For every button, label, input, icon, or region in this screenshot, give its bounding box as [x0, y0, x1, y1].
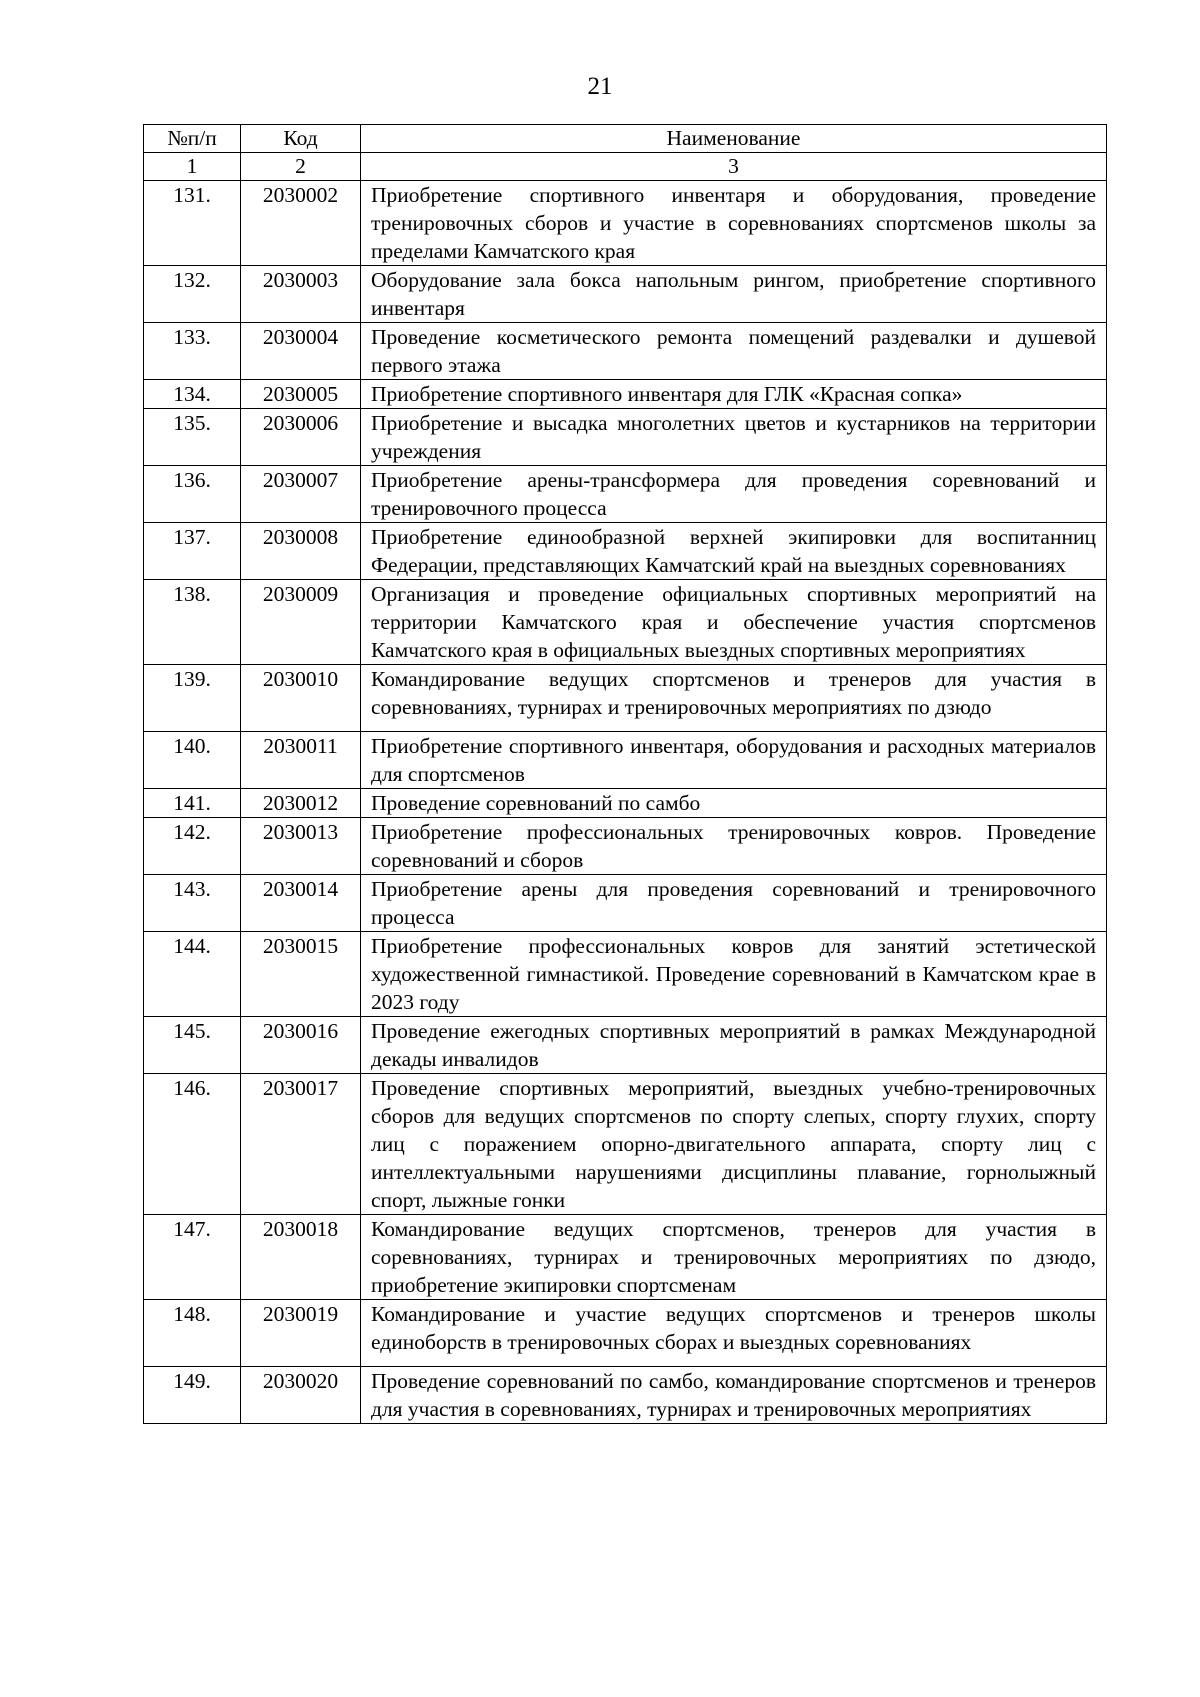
row-code: 2030014	[241, 875, 361, 932]
row-name: Приобретение арены-трансформера для проведения соревнований и тренировочного процесса	[361, 466, 1107, 523]
table-row	[144, 1367, 1107, 1424]
row-code: 2030013	[241, 818, 361, 875]
row-code: 2030006	[241, 409, 361, 466]
row-number: 134.	[144, 380, 241, 409]
row-number: 135.	[144, 409, 241, 466]
row-name: Приобретение спортивного инвентаря и оборудования, проведение тренировочных сборов и участие в соревнованиях спортсменов школы за пределами Камчатского края	[361, 181, 1107, 266]
row-number: 138.	[144, 580, 241, 665]
column-number-2: 2	[241, 153, 361, 181]
row-code: 2030007	[241, 466, 361, 523]
page-number: 21	[587, 73, 613, 100]
row-name: Проведение спортивных мероприятий, выездных учебно-тренировочных сборов для ведущих спортсменов по спорту слепых, спорту глухих, спорту лиц с поражением опорно-двигательного аппарата, спорту лиц с интеллектуальными нарушениями дисциплины плавание, горнолыжный спорт, лыжные гонки	[361, 1074, 1107, 1215]
row-code: 2030012	[241, 789, 361, 818]
row-code: 2030010	[241, 665, 361, 732]
row-name: Проведение косметического ремонта помещений раздевалки и душевой первого этажа	[361, 323, 1107, 380]
column-number-row	[144, 153, 1107, 181]
row-code: 2030011	[241, 732, 361, 789]
row-name: Приобретение профессиональных тренировочных ковров. Проведение соревнований и сборов	[361, 818, 1107, 875]
table-row	[144, 466, 1107, 523]
table-row	[144, 665, 1107, 732]
row-name: Приобретение единообразной верхней экипировки для воспитанниц Федерации, представляющих Камчатский край на выездных соревнованиях	[361, 523, 1107, 580]
table-row	[144, 932, 1107, 1017]
row-name: Приобретение арены для проведения соревнований и тренировочного процесса	[361, 875, 1107, 932]
row-name: Командирование ведущих спортсменов и тренеров для участия в соревнованиях, турнирах и тренировочных мероприятиях по дзюдо	[361, 665, 1107, 732]
codes-table	[143, 124, 1107, 1424]
table-row	[144, 266, 1107, 323]
row-name: Приобретение спортивного инвентаря, оборудования и расходных материалов для спортсменов	[361, 732, 1107, 789]
header-code: Код	[241, 125, 361, 153]
row-name: Проведение ежегодных спортивных мероприятий в рамках Международной декады инвалидов	[361, 1017, 1107, 1074]
table-row	[144, 580, 1107, 665]
row-name: Командирование ведущих спортсменов, тренеров для участия в соревнованиях, турнирах и тренировочных мероприятиях по дзюдо, приобретение экипировки спортсменам	[361, 1215, 1107, 1300]
row-number: 136.	[144, 466, 241, 523]
row-number: 137.	[144, 523, 241, 580]
row-code: 2030005	[241, 380, 361, 409]
row-code: 2030017	[241, 1074, 361, 1215]
row-code: 2030004	[241, 323, 361, 380]
row-code: 2030008	[241, 523, 361, 580]
table-row	[144, 875, 1107, 932]
row-number: 147.	[144, 1215, 241, 1300]
row-number: 149.	[144, 1367, 241, 1424]
row-code: 2030002	[241, 181, 361, 266]
row-code: 2030016	[241, 1017, 361, 1074]
table-row	[144, 818, 1107, 875]
table-header	[144, 125, 1107, 181]
column-number-3: 3	[361, 153, 1107, 181]
row-number: 133.	[144, 323, 241, 380]
table-row	[144, 1215, 1107, 1300]
row-code: 2030003	[241, 266, 361, 323]
row-number: 140.	[144, 732, 241, 789]
row-name: Проведение соревнований по самбо, командирование спортсменов и тренеров для участия в соревнованиях, турнирах и тренировочных мероприятиях	[361, 1367, 1107, 1424]
row-number: 141.	[144, 789, 241, 818]
header-name: Наименование	[361, 125, 1107, 153]
header-number: №п/п	[144, 125, 241, 153]
row-name: Оборудование зала бокса напольным рингом, приобретение спортивного инвентаря	[361, 266, 1107, 323]
row-code: 2030018	[241, 1215, 361, 1300]
row-name: Приобретение и высадка многолетних цветов и кустарников на территории учреждения	[361, 409, 1107, 466]
header-row	[144, 125, 1107, 153]
row-name: Проведение соревнований по самбо	[361, 789, 1107, 818]
row-number: 131.	[144, 181, 241, 266]
row-number: 142.	[144, 818, 241, 875]
table-body	[144, 181, 1107, 1424]
table-row	[144, 789, 1107, 818]
row-name: Организация и проведение официальных спортивных мероприятий на территории Камчатского края и обеспечение участия спортсменов Камчатского края в официальных выездных спортивных мероприятиях	[361, 580, 1107, 665]
row-code: 2030020	[241, 1367, 361, 1424]
table-row	[144, 732, 1107, 789]
column-number-1: 1	[144, 153, 241, 181]
row-code: 2030015	[241, 932, 361, 1017]
row-code: 2030019	[241, 1300, 361, 1367]
row-number: 148.	[144, 1300, 241, 1367]
row-number: 139.	[144, 665, 241, 732]
table-row	[144, 1017, 1107, 1074]
table-row	[144, 523, 1107, 580]
table-row	[144, 380, 1107, 409]
table-row	[144, 1300, 1107, 1367]
row-number: 132.	[144, 266, 241, 323]
table-row	[144, 409, 1107, 466]
table-row	[144, 1074, 1107, 1215]
table-row	[144, 181, 1107, 266]
row-name: Командирование и участие ведущих спортсменов и тренеров школы единоборств в тренировочных сборах и выездных соревнованиях	[361, 1300, 1107, 1367]
row-number: 144.	[144, 932, 241, 1017]
row-number: 143.	[144, 875, 241, 932]
row-number: 145.	[144, 1017, 241, 1074]
table-row	[144, 323, 1107, 380]
row-name: Приобретение профессиональных ковров для занятий эстетической художественной гимнастикой. Проведение соревнований в Камчатском крае в 2023 году	[361, 932, 1107, 1017]
row-number: 146.	[144, 1074, 241, 1215]
row-name: Приобретение спортивного инвентаря для ГЛК «Красная сопка»	[361, 380, 1107, 409]
row-code: 2030009	[241, 580, 361, 665]
